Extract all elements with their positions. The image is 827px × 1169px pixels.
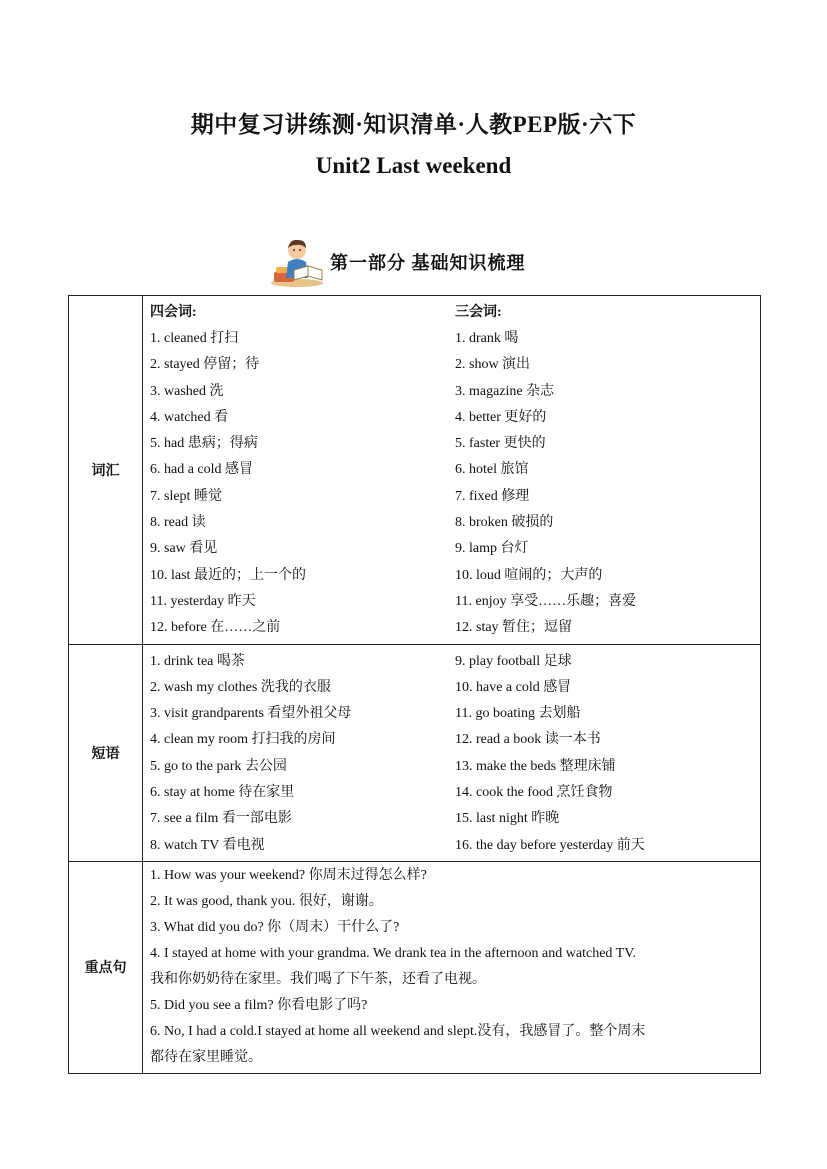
knowledge-table (68, 295, 761, 1074)
list-item: 5. go to the park 去公园 (150, 758, 287, 774)
vocab-right-heading: 三会词: (455, 305, 502, 320)
list-item: 12. read a book 读一本书 (455, 732, 601, 748)
vocab-row (69, 296, 761, 645)
list-item: 9. lamp 台灯 (455, 541, 529, 557)
sentence-item: 2. It was good, thank you. 很好，谢谢。 (150, 893, 383, 909)
list-item: 3. visit grandparents 看望外祖父母 (150, 706, 352, 722)
list-item: 6. had a cold 感冒 (150, 462, 254, 478)
list-item: 9. saw 看见 (150, 541, 218, 557)
document-title: 期中复习讲练测·知识清单·人教PEP版·六下 (190, 112, 637, 137)
list-item: 12. stay 暂住；逗留 (455, 620, 573, 636)
list-item: 3. magazine 杂志 (455, 383, 555, 399)
list-item: 11. yesterday 昨天 (150, 593, 256, 609)
list-item: 8. read 读 (150, 515, 206, 531)
list-item: 1. cleaned 打扫 (150, 331, 239, 346)
sentence-translation: 都待在家里睡觉。 (150, 1049, 262, 1065)
phrases-row (69, 644, 761, 861)
section-title: 第一部分 基础知识梳理 (330, 253, 526, 273)
phrases-category: 短语 (69, 644, 143, 861)
list-item: 16. the day before yesterday 前天 (455, 837, 645, 853)
list-item: 8. broken 破损的 (455, 515, 554, 531)
list-item: 2. wash my clothes 洗我的衣服 (150, 679, 331, 695)
list-item: 11. go boating 去划船 (455, 706, 581, 722)
sentences-category: 重点句 (69, 861, 143, 1073)
vocab-four-skill-list (150, 300, 455, 642)
phrases-content (143, 644, 761, 861)
phrases-left-list (150, 649, 455, 859)
list-item: 11. enjoy 享受……乐趣；喜爱 (455, 593, 637, 609)
section-header (268, 236, 526, 288)
sentences-content (143, 861, 761, 1073)
list-item: 13. make the beds 整理床铺 (455, 758, 616, 774)
list-item: 6. hotel 旅馆 (455, 462, 529, 478)
vocab-three-skill-list (455, 300, 760, 642)
list-item: 5. faster 更快的 (455, 436, 546, 452)
list-item: 1. drank 喝 (455, 331, 519, 346)
sentence-item: 6. No, I had a cold.I stayed at home all weekend and slept.没有，我感冒了。整个周末 (150, 1023, 646, 1039)
vocab-category: 词汇 (69, 296, 143, 645)
list-item: 2. stayed 停留；待 (150, 357, 260, 373)
sentence-translation: 我和你奶奶待在家里。我们喝了下午茶，还看了电视。 (150, 971, 486, 987)
list-item: 5. had 患病；得病 (150, 436, 258, 452)
list-item: 15. last night 昨晚 (455, 811, 560, 827)
list-item: 3. washed 洗 (150, 383, 224, 399)
list-item: 10. have a cold 感冒 (455, 679, 572, 695)
list-item: 7. slept 睡觉 (150, 488, 222, 504)
sentence-item: 5. Did you see a film? 你看电影了吗? (150, 997, 368, 1013)
vocab-content (143, 296, 761, 645)
list-item: 8. watch TV 看电视 (150, 837, 265, 853)
sentence-item: 4. I stayed at home with your grandma. We drank tea in the afternoon and watched TV. (150, 945, 637, 961)
list-item: 7. see a film 看一部电影 (150, 811, 292, 827)
list-item: 7. fixed 修理 (455, 488, 530, 504)
list-item: 10. last 最近的；上一个的 (150, 567, 306, 583)
list-item: 4. better 更好的 (455, 409, 547, 425)
list-item: 4. watched 看 (150, 409, 229, 425)
list-item: 4. clean my room 打扫我的房间 (150, 732, 336, 748)
list-item: 14. cook the food 烹饪食物 (455, 785, 613, 801)
unit-subtitle: Unit2 Last weekend (315, 153, 512, 178)
sentences-row (69, 861, 761, 1073)
sentence-item: 3. What did you do? 你（周末）干什么了? (150, 919, 400, 935)
list-item: 2. show 演出 (455, 357, 531, 373)
list-item: 1. drink tea 喝茶 (150, 653, 245, 669)
list-item: 9. play football 足球 (455, 653, 572, 669)
phrases-right-list (455, 649, 760, 859)
list-item: 12. before 在……之前 (150, 620, 281, 636)
list-item: 6. stay at home 待在家里 (150, 785, 295, 801)
sentence-item: 1. How was your weekend? 你周末过得怎么样? (150, 867, 427, 883)
list-item: 10. loud 喧闹的；大声的 (455, 567, 603, 583)
reading-child-icon (268, 236, 326, 288)
vocab-left-heading: 四会词: (150, 305, 197, 320)
